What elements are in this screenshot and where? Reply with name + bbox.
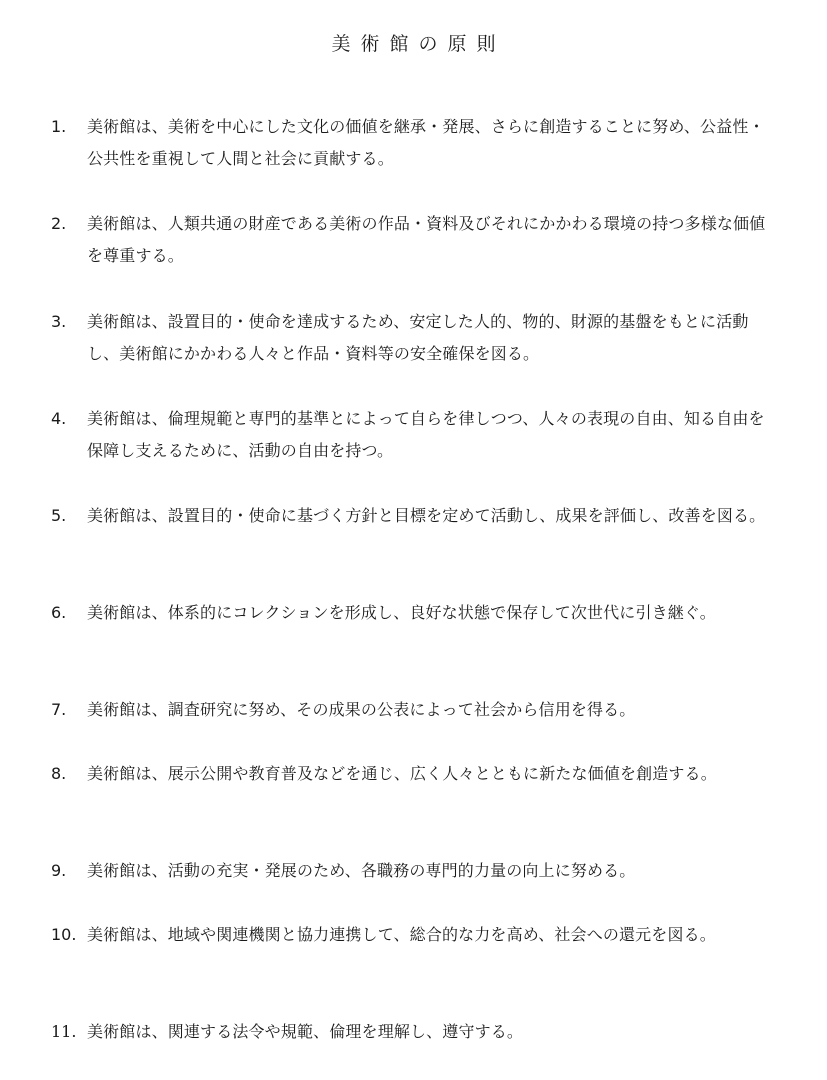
principle-number: 8.: [51, 764, 67, 783]
document-title: 美術館の原則: [331, 33, 506, 55]
principle-text: 美術館は、調査研究に努め、その成果の公表によって社会から信用を得る。: [87, 700, 636, 719]
principle-number: 11.: [51, 1022, 77, 1041]
principle-number: 7.: [51, 700, 67, 719]
principle-number: 2.: [51, 214, 67, 233]
principle-number: 9.: [51, 861, 67, 880]
principle-text: 美術館は、設置目的・使命に基づく方針と目標を定めて活動し、成果を評価し、改善を図る。: [87, 506, 766, 525]
principle-text: 美術館は、関連する法令や規範、倫理を理解し、遵守する。: [87, 1022, 524, 1041]
principle-text: 美術館は、人類共通の財産である美術の作品・資料及びそれにかかわる環境の持つ多様な価値を尊重する。: [87, 214, 766, 265]
principle-number: 5.: [51, 506, 67, 525]
principle-number: 10.: [51, 925, 77, 944]
principle-number: 1.: [51, 117, 67, 136]
principle-text: 美術館は、設置目的・使命を達成するため、安定した人的、物的、財源的基盤をもとに活動し、美術館にかかわる人々と作品・資料等の安全確保を図る。: [87, 312, 749, 363]
principle-text: 美術館は、地域や関連機関と協力連携して、総合的な力を高め、社会への還元を図る。: [87, 925, 716, 944]
principle-text: 美術館は、展示公開や教育普及などを通じ、広く人々とともに新たな価値を創造する。: [87, 764, 717, 783]
principle-text: 美術館は、倫理規範と専門的基準とによって自らを律しつつ、人々の表現の自由、知る自由を保障し支えるために、活動の自由を持つ。: [87, 409, 765, 460]
principle-number: 4.: [51, 409, 67, 428]
principle-text: 美術館は、美術を中心にした文化の価値を継承・発展、さらに創造することに努め、公益性・公共性を重視して人間と社会に貢献する。: [87, 117, 765, 168]
principle-text: 美術館は、体系的にコレクションを形成し、良好な状態で保存して次世代に引き継ぐ。: [87, 603, 716, 622]
principle-number: 3.: [51, 312, 67, 331]
principle-number: 6.: [51, 603, 67, 622]
principle-text: 美術館は、活動の充実・発展のため、各職務の専門的力量の向上に努める。: [87, 861, 636, 880]
